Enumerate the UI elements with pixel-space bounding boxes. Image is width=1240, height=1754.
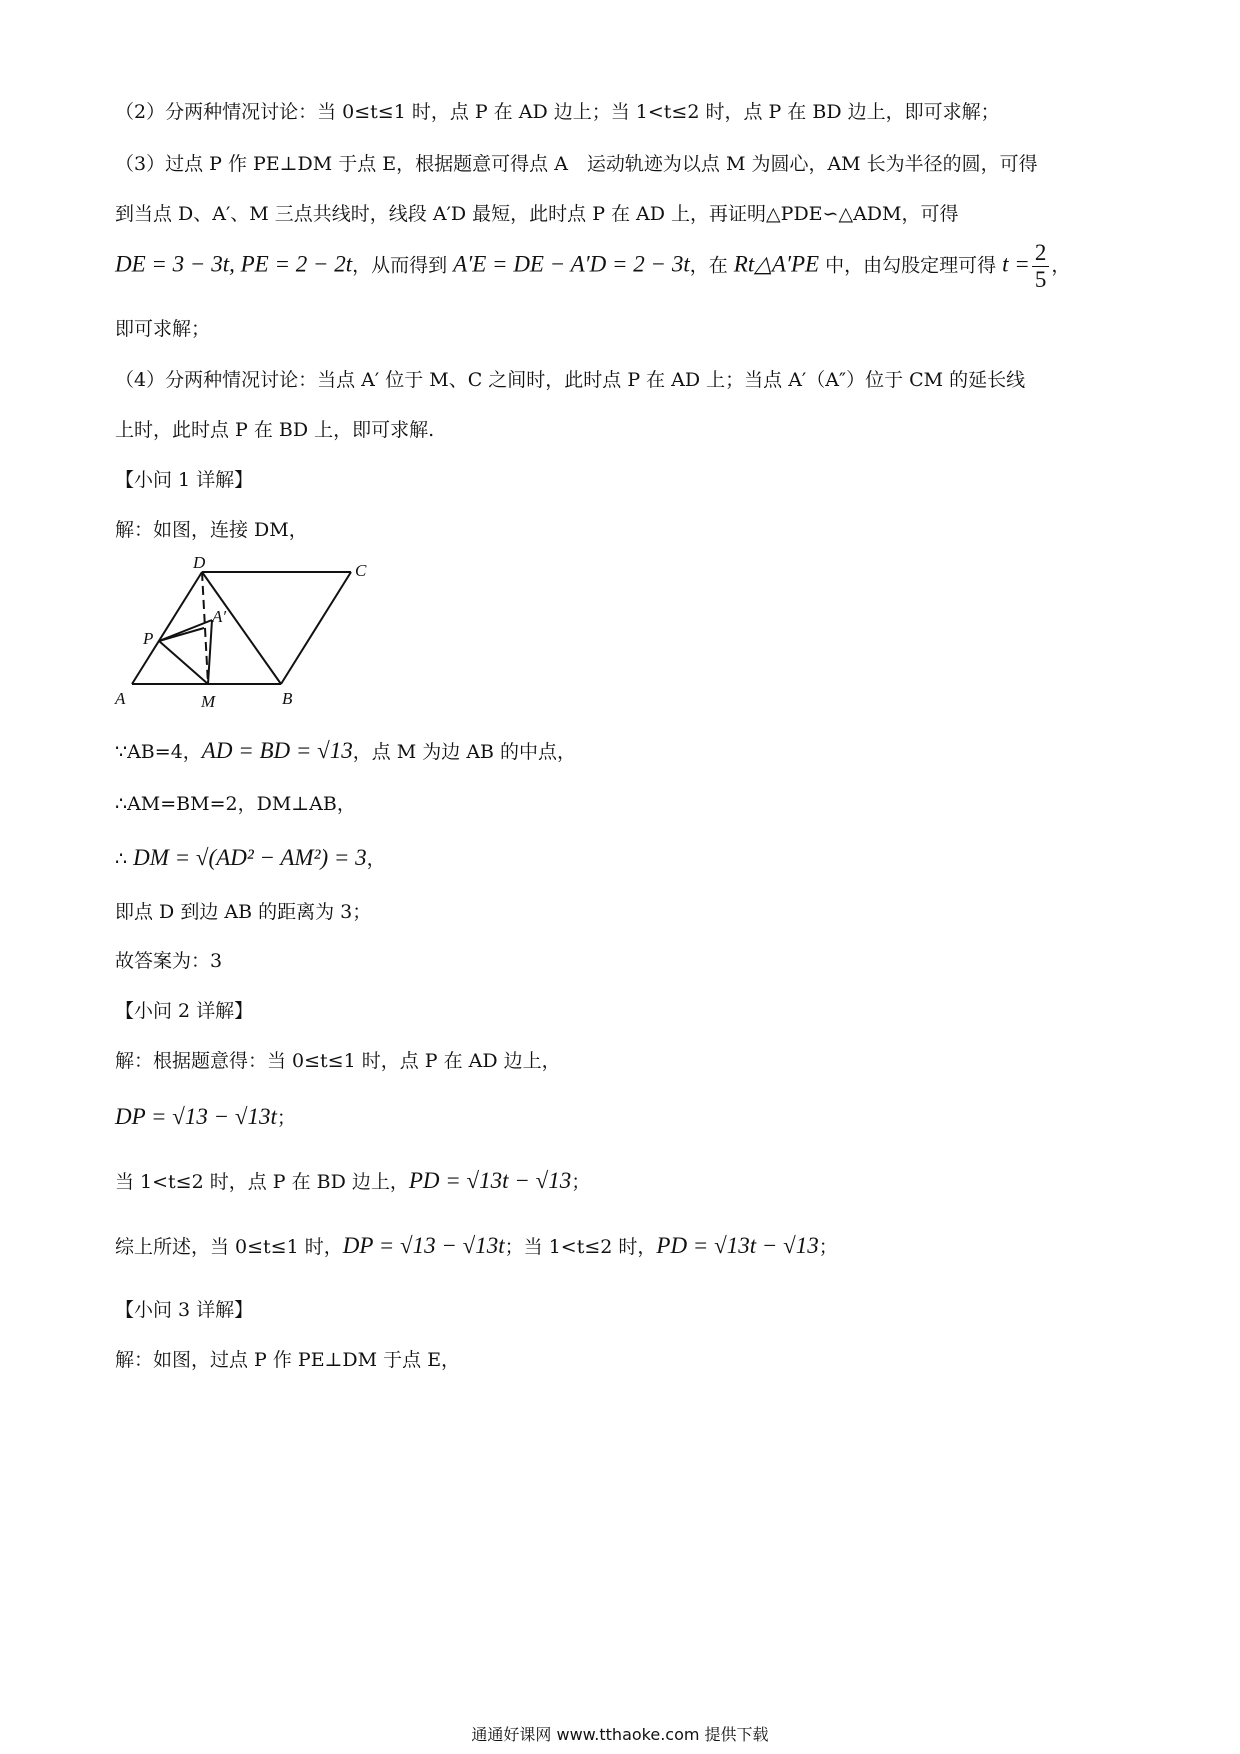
text: ；当 1<t≤2 时，	[504, 1236, 657, 1258]
section-heading: 【小问 3 详解】	[115, 1299, 254, 1321]
text-line: 解：如图，连接 DM，	[115, 519, 308, 541]
text-line	[115, 240, 1070, 293]
formula: Rt△A′PE	[733, 251, 820, 277]
fraction	[1032, 240, 1050, 293]
text-line	[115, 1099, 296, 1136]
text-line: ∴AM=BM=2，DM⊥AB，	[115, 793, 356, 815]
formula: DP = √13 − √13t	[115, 1104, 277, 1129]
segment-BC	[281, 572, 351, 684]
text-line: 解：如图，过点 P 作 PE⊥DM 于点 E，	[115, 1349, 461, 1371]
formula: PD = √13t − √13	[408, 1168, 572, 1193]
text: ，	[1051, 254, 1071, 277]
text: ；	[276, 1107, 296, 1129]
text: ，从而得到	[352, 254, 454, 277]
formula: t =	[1002, 251, 1030, 277]
label-M: M	[201, 692, 216, 711]
formula: PD = √13t − √13	[656, 1233, 819, 1258]
label-C: C	[355, 561, 367, 580]
label-D: D	[193, 553, 206, 572]
page-footer: 通通好课网 www.tthaoke.com 提供下载	[471, 1725, 769, 1744]
formula: DM = √(AD² − AM²) = 3	[133, 845, 367, 870]
text-line: 上时，此时点 P 在 BD 上，即可求解.	[115, 419, 435, 441]
text: ∴	[115, 848, 134, 870]
section-heading: 【小问 2 详解】	[115, 1000, 254, 1022]
label-A-prime: A′	[212, 607, 227, 626]
parallelogram-figure	[112, 552, 382, 712]
label-P: P	[143, 629, 154, 648]
text-line: 即可求解；	[115, 318, 211, 340]
text: ∵AB=4，	[115, 741, 202, 763]
segment-PM	[159, 641, 208, 684]
text-line	[115, 733, 576, 770]
text-line: 到当点 D、A′、M 三点共线时，线段 A′D 最短，此时点 P 在 AD 上，再证明△PDE∽△ADM，可得	[115, 203, 959, 225]
formula: AD = BD = √13	[201, 738, 353, 763]
text-line: 故答案为：3	[115, 950, 223, 972]
label-A: A	[115, 689, 126, 708]
label-B: B	[282, 689, 293, 708]
text-line	[115, 1228, 838, 1265]
text-line: （4）分两种情况讨论：当点 A′ 位于 M、C 之间时，此时点 P 在 AD 上；当点 A′（A″）位于 CM 的延长线	[115, 369, 1026, 391]
text: ；	[571, 1171, 591, 1193]
text: 当 1<t≤2 时，点 P 在 BD 边上，	[115, 1171, 409, 1193]
segment-DB	[202, 572, 281, 684]
fraction-denominator: 5	[1034, 267, 1047, 292]
text: ，点 M 为边 AB 的中点，	[352, 741, 577, 763]
text: ，在	[689, 254, 734, 277]
text-line	[115, 1163, 590, 1200]
text: ；	[818, 1236, 838, 1258]
text: 综上所述，当 0≤t≤1 时，	[115, 1236, 343, 1258]
text-line	[115, 840, 386, 877]
text-line: （2）分两种情况讨论：当 0≤t≤1 时，点 P 在 AD 边上；当 1<t≤2 时，点 P 在 BD 边上，即可求解；	[115, 101, 1000, 123]
text: ，	[366, 848, 386, 870]
text: 中，由勾股定理可得	[819, 254, 1003, 277]
text-line: （3）过点 P 作 PE⊥DM 于点 E，根据题意可得点 A 运动轨迹为以点 M 为圆心，AM 长为半径的圆，可得	[115, 153, 1038, 175]
text-line: 解：根据题意得：当 0≤t≤1 时，点 P 在 AD 边上，	[115, 1050, 561, 1072]
text-line: 即点 D 到边 AB 的距离为 3；	[115, 901, 372, 923]
section-heading: 【小问 1 详解】	[115, 469, 254, 491]
formula: DP = √13 − √13t	[342, 1233, 505, 1258]
formula: DE = 3 − 3t, PE = 2 − 2t	[115, 251, 353, 277]
fraction-numerator: 2	[1032, 240, 1050, 267]
segment-A1M	[208, 620, 212, 684]
formula: A′E = DE − A′D = 2 − 3t	[453, 251, 690, 277]
